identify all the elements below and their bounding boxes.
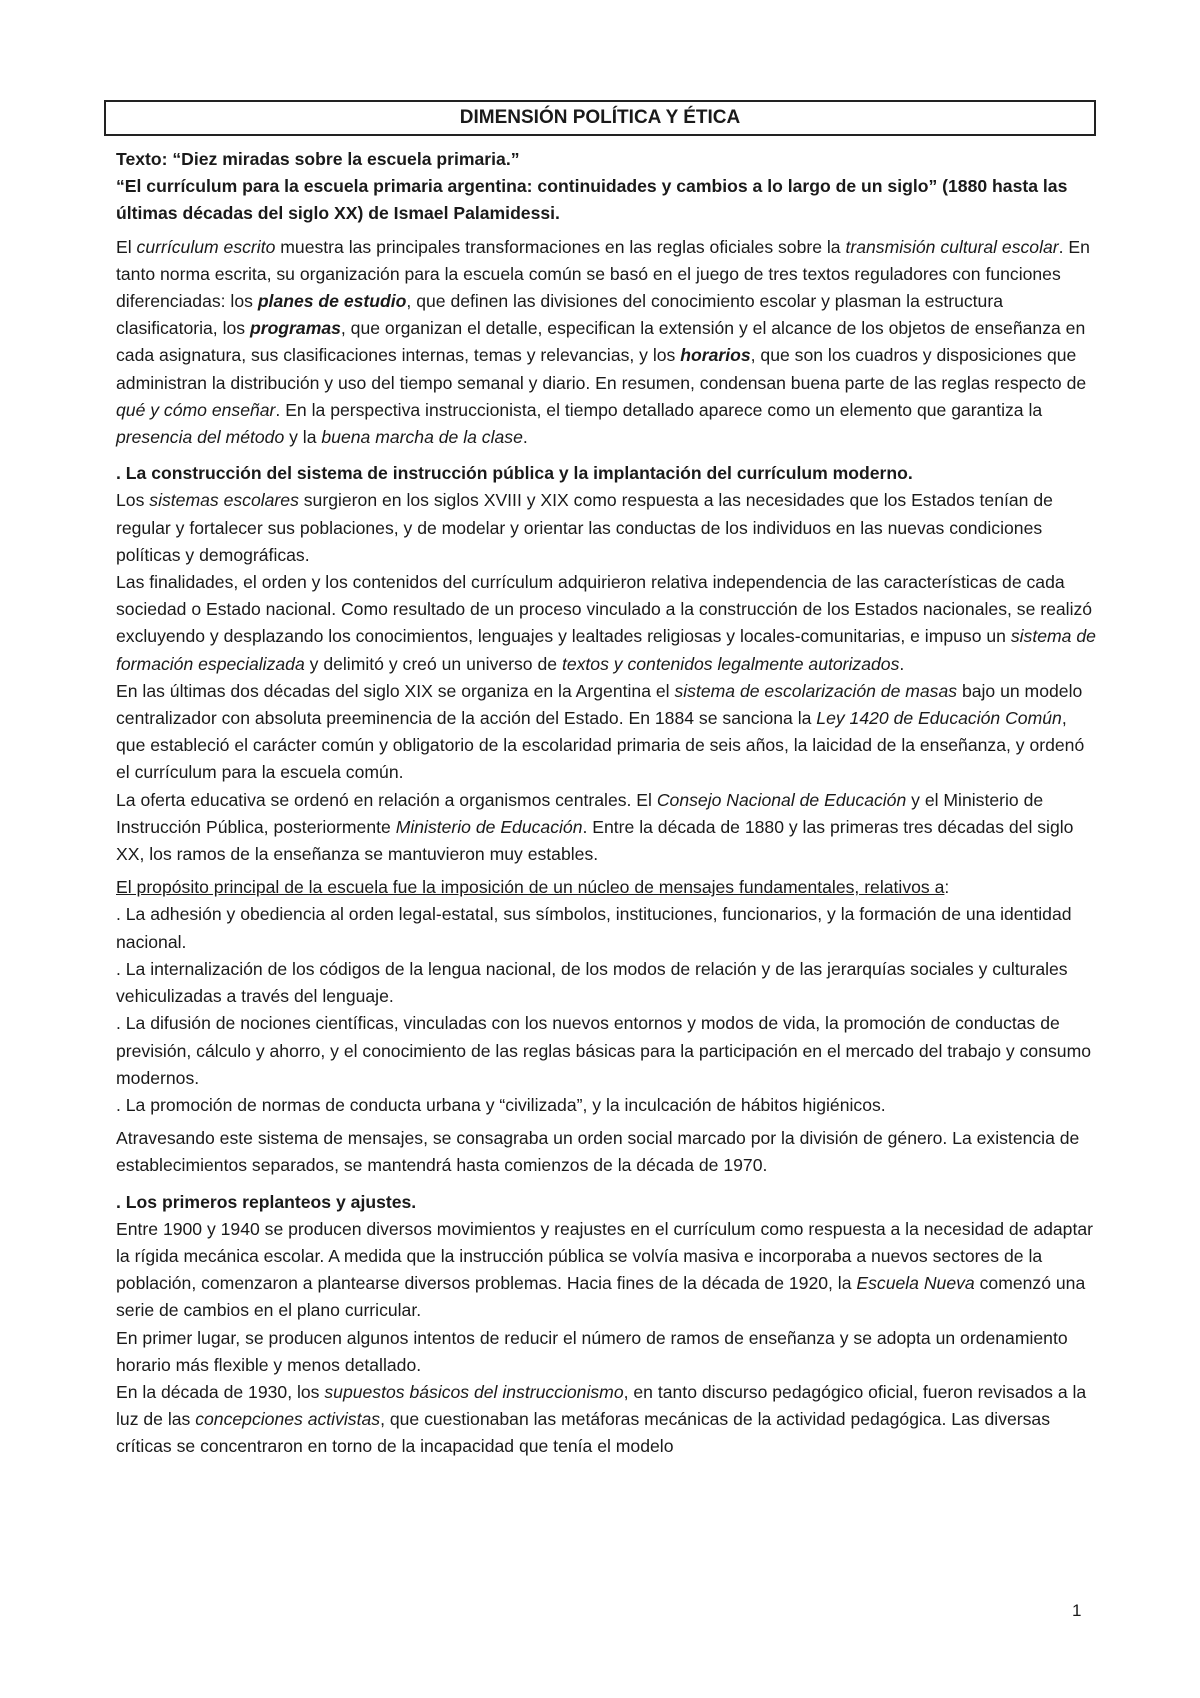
italic-span: buena marcha de la clase [321, 427, 523, 448]
text-span: , en tanto discurso pedagógico oficial, fueron revisados a la luz de las [116, 1381, 1087, 1430]
italic-span: Escuela Nueva [856, 1273, 975, 1294]
bold-italic-span: horarios [680, 345, 751, 366]
bullet-item: . La adhesión y obediencia al orden legal-estatal, sus símbolos, instituciones, funcionarios, y la formación de una identidad nacional. [116, 904, 1072, 952]
text-span: , que organizan el detalle, especifican la extensión y el alcance de los objetos de enseñanza en cada asignatura, sus clasificaciones internas, temas y relevancias, y los [116, 318, 1086, 366]
text-span: El [116, 236, 137, 257]
text-span: En la década de 1930, los [116, 1381, 325, 1402]
underlined-span: El propósito principal de la escuela fue la imposición de un núcleo de mensajes fundamentales, relativos a [116, 877, 945, 898]
paragraph-sistemas-escolares [116, 487, 1096, 569]
text-span: . En tanto norma escrita, su organización para la escuela común se basó en el juego de tres textos reguladores con funciones diferenciadas: los [116, 236, 1090, 312]
reference-line: “El currículum para la escuela primaria argentina: continuidades y cambios a lo largo de un siglo” (1880 hasta las últimas décadas del siglo XX) de Ismael Palamidessi. [116, 176, 1068, 224]
bullet-item: . La internalización de los códigos de la lengua nacional, de los modos de relación y de las jerarquías sociales y culturales vehiculizadas a través del lenguaje. [116, 958, 1068, 1007]
italic-span: Consejo Nacional de Educación [656, 789, 907, 810]
text-span: Las finalidades, el orden y los contenidos del currículum adquirieron relativa independencia de las características de cada sociedad o Estado nacional. Como resultado de un proceso vinculado a la construcción de los Estados nacionales, se realizó excluyendo y desplazando los conocimientos, lenguajes y lealtades religiosas y locales-comunitarias, e impuso un [116, 572, 1093, 647]
italic-span: sistemas escolares [149, 490, 299, 511]
italic-span: concepciones activistas [195, 1409, 381, 1430]
italic-span: sistema de escolarización de masas [674, 680, 958, 701]
text-span: Entre 1900 y 1940 se producen diversos movimientos y reajustes en el currículum como respuesta a la necesidad de adaptar la rígida mecánica escolar. A medida que la instrucción pública se volvía masiva e incorporaba a nuevos sectores de la población, comenzaron a plantearse diversos problemas. Hacia fines de la década de 1920, la [116, 1218, 1093, 1294]
bullet-item: . La promoción de normas de conducta urbana y “civilizada”, y la inculcación de hábitos higiénicos. [116, 1094, 886, 1115]
text-span: Los [116, 490, 150, 511]
text-span: , que estableció el carácter común y obligatorio de la escolaridad primaria de seis años, la laicidad de la enseñanza, y ordenó el currículum para la escuela común. [116, 708, 1085, 783]
text-span: : [944, 877, 950, 898]
text-span: bajo un modelo centralizador con absoluta preeminencia de la acción del Estado. En 1884 se sanciona la [116, 680, 1083, 729]
text-span: , que definen las divisiones del conocimiento escolar y plasman la estructura clasificatoria, los [116, 291, 1003, 339]
text-span: comenzó una serie de cambios en el plano curricular. [116, 1273, 1086, 1321]
paragraph-curriculum-escrito [116, 234, 1096, 452]
paragraph-atravesando: Atravesando este sistema de mensajes, se consagraba un orden social marcado por la división de género. La existencia de establecimientos separados, se mantendrá hasta comienzos de la década de 1970. [116, 1128, 1080, 1176]
text-span: . [899, 653, 905, 674]
bold-italic-span: programas [249, 318, 341, 339]
italic-span: sistema de formación especializada [116, 626, 1096, 674]
section-heading-replanteos: . Los primeros replanteos y ajustes. [116, 1191, 417, 1212]
document-body [116, 146, 1096, 1461]
italic-span: supuestos básicos del instruccionismo [324, 1381, 624, 1402]
text-span: . [522, 427, 528, 448]
text-span: y la [284, 427, 322, 448]
text-span: En las últimas dos décadas del siglo XIX se organiza en la Argentina el [116, 680, 675, 701]
paragraph-entre-1900 [116, 1216, 1096, 1325]
section-heading-construccion: . La construcción del sistema de instrucción pública y la implantación del currículum moderno. [116, 463, 913, 484]
text-span: muestra las principales transformaciones en las reglas oficiales sobre la [275, 236, 846, 257]
italic-span: textos y contenidos legalmente autorizados [561, 653, 900, 674]
paragraph-primer-lugar: En primer lugar, se producen algunos intentos de reducir el número de ramos de enseñanza y se adopta un ordenamiento horario más flexible y menos detallado. [116, 1327, 1068, 1375]
paragraph-ultimas-decadas [116, 678, 1096, 787]
italic-span: Ley 1420 de Educación Común [816, 708, 1062, 729]
italic-span: qué y cómo enseñar [116, 399, 276, 420]
text-span: . Entre la década de 1880 y las primeras tres décadas del siglo XX, los ramos de la enseñanza se mantuvieron muy estables. [116, 816, 1074, 865]
bullet-item: . La difusión de nociones científicas, vinculadas con los nuevos entornos y modos de vida, la promoción de conductas de previsión, cálculo y ahorro, y el conocimiento de las reglas básicas para la participación en el mercado del trabajo y consumo modernos. [116, 1013, 1092, 1088]
italic-span: Ministerio de Educación [395, 816, 583, 837]
text-span: y el Ministerio de Instrucción Pública, posteriormente [116, 789, 1044, 837]
page-number: 1 [1072, 1601, 1082, 1620]
text-span: . En la perspectiva instruccionista, el tiempo detallado aparece como un elemento que garantiza la [275, 399, 1043, 420]
italic-span: presencia del método [116, 427, 285, 448]
italic-span: transmisión cultural escolar [845, 236, 1059, 257]
texto-line: Texto: “Diez miradas sobre la escuela primaria.” [116, 149, 520, 169]
paragraph-decada-1930 [116, 1379, 1096, 1461]
bold-italic-span: planes de estudio [257, 291, 407, 312]
text-span: La oferta educativa se ordenó en relación a organismos centrales. El [116, 789, 657, 810]
text-span: , que cuestionaban las metáforas mecánicas de la actividad pedagógica. Las diversas críticas se concentraron en torno de la incapacidad que tenía el modelo [116, 1409, 1051, 1457]
purpose-line [116, 874, 1096, 901]
paragraph-oferta-educativa [116, 787, 1096, 869]
italic-span: currículum escrito [136, 236, 276, 257]
text-span: surgieron en los siglos XVIII y XIX como respuesta a las necesidades que los Estados tenían de regular y fortalecer sus poblaciones, y de modelar y orientar las conductas de los individuos en las nuevas condiciones políticas y demográficas. [116, 490, 1053, 565]
title-box [104, 100, 1096, 136]
text-span: y delimitó y creó un universo de [304, 653, 562, 674]
document-title: DIMENSIÓN POLÍTICA Y ÉTICA [459, 107, 741, 129]
text-span: , que son los cuadros y disposiciones que administran la distribución y uso del tiempo semanal y diario. En resumen, condensan buena parte de las reglas respecto de [116, 345, 1087, 393]
paragraph-finalidades [116, 569, 1096, 678]
